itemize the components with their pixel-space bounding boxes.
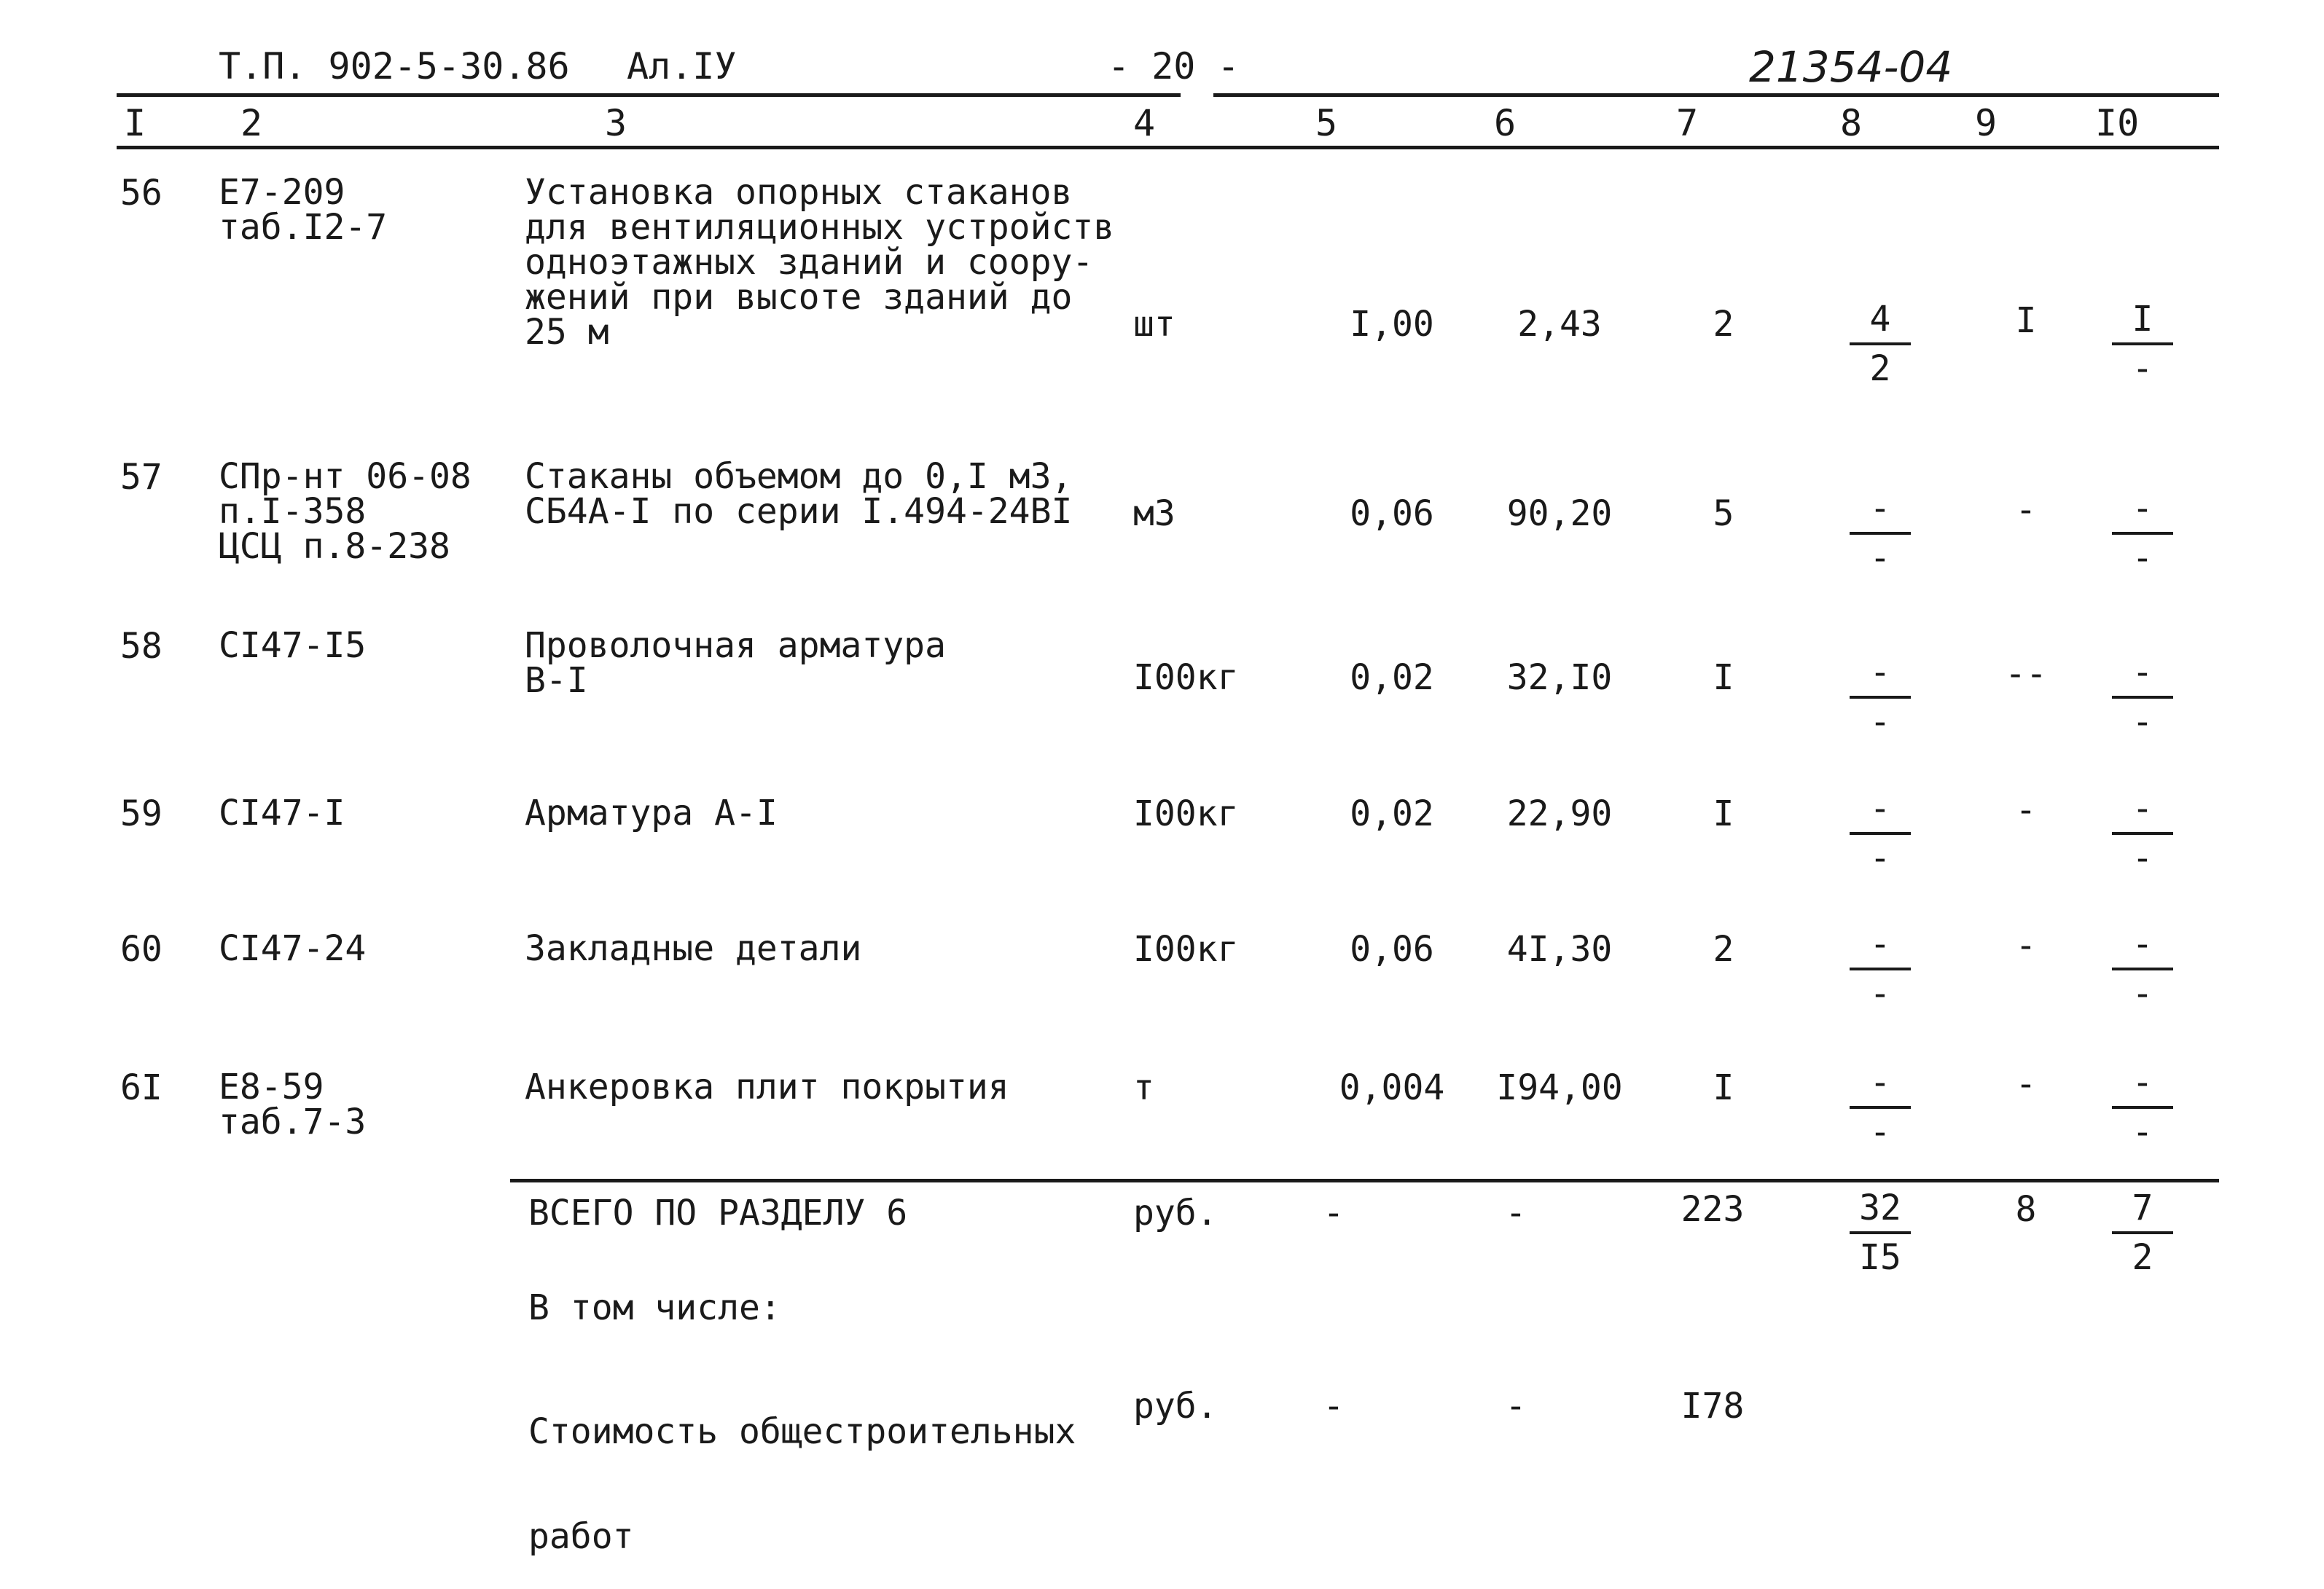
fraction-bar (2112, 832, 2173, 835)
summary-col10-top: 7 (2132, 1188, 2153, 1228)
row-col8-fraction-bottom: - (1869, 1112, 1891, 1153)
row-code (219, 793, 345, 833)
header-rule-right (1213, 93, 2219, 97)
row-col10-fraction-top: - (2132, 652, 2153, 693)
row-code-line: СI47-I (219, 793, 345, 833)
summary-col8-bottom: I5 (1859, 1237, 1901, 1278)
row-col10-fraction-bottom: - (2132, 838, 2153, 879)
row-col10-fraction-bottom: - (2132, 973, 2153, 1014)
row-col9: I (2015, 300, 2037, 341)
row-col10-fraction-top: - (2132, 788, 2153, 829)
summary-rule (510, 1179, 2219, 1182)
row-unit: I00кг (1133, 929, 1239, 970)
row-quantity: 0,06 (1350, 493, 1434, 534)
header-rule-left (117, 93, 1181, 97)
row-col8-fraction (1844, 1062, 1917, 1153)
row-unit-price: 32,I0 (1506, 657, 1613, 698)
row-quantity: 0,02 (1350, 793, 1434, 834)
row-code (219, 928, 367, 969)
column-number: 9 (1975, 102, 1998, 144)
row-col10-fraction (2106, 924, 2179, 1014)
row-col8-fraction (1844, 299, 1917, 389)
fraction-bar (1850, 1106, 1911, 1109)
row-number: 56 (120, 173, 163, 213)
row-code (219, 625, 367, 666)
summary-total: 223 (1681, 1189, 1745, 1230)
row-description-line: одноэтажных зданий и соору- (525, 242, 1094, 283)
general-qty: - (1323, 1386, 1345, 1427)
general-desc-line: работ (528, 1516, 634, 1557)
row-col8-fraction-bottom: - (1869, 838, 1891, 879)
row-col10-fraction-top: - (2132, 1062, 2153, 1103)
summary-col10-fraction (2106, 1188, 2179, 1278)
row-description (525, 456, 1073, 532)
fraction-bar (2112, 532, 2173, 535)
row-code-line: СI47-I5 (219, 625, 367, 666)
row-col8-fraction-bottom: - (1869, 538, 1891, 578)
row-description (525, 625, 946, 701)
row-description (525, 1067, 1009, 1107)
row-col8-fraction-bottom: - (1869, 702, 1891, 742)
row-description (525, 172, 1115, 353)
row-total: I (1713, 1067, 1734, 1108)
general-total: I78 (1681, 1386, 1745, 1427)
row-col10-fraction (2106, 1062, 2179, 1153)
row-col8-fraction-top: - (1869, 1062, 1891, 1103)
summary-price: - (1505, 1193, 1527, 1233)
row-unit: м3 (1133, 493, 1175, 534)
page-number: - 20 - (1108, 45, 1240, 87)
row-code-line: ЦСЦ п.8-238 (219, 526, 450, 567)
row-description-line: 25 м (525, 312, 609, 353)
general-unit: руб. (1133, 1386, 1218, 1427)
summary-unit: руб. (1133, 1193, 1218, 1233)
column-number: 3 (605, 102, 627, 144)
row-col8-fraction-top: - (1869, 488, 1891, 529)
summary-col8-fraction (1844, 1188, 1917, 1278)
row-col10-fraction-top: I (2132, 299, 2153, 340)
row-total: 2 (1713, 929, 1734, 970)
row-description-line: СБ4А-I по серии I.494-24ВI (525, 491, 1073, 532)
column-number: 2 (240, 102, 263, 144)
row-col10-fraction (2106, 788, 2179, 879)
document-number: 21354-04 (1749, 42, 1953, 92)
column-number: 4 (1133, 102, 1156, 144)
fraction-bar (1850, 342, 1911, 345)
fraction-bar (1850, 968, 1911, 970)
row-unit: т (1133, 1067, 1154, 1108)
row-number: 58 (120, 626, 163, 667)
row-unit-price: I94,00 (1496, 1067, 1623, 1108)
row-description-line: В-I (525, 660, 588, 701)
row-col10-fraction-bottom: - (2132, 348, 2153, 389)
row-quantity: 0,02 (1350, 657, 1434, 698)
fraction-bar (2112, 342, 2173, 345)
row-description-line: для вентиляционных устройств (525, 207, 1115, 248)
fraction-bar (2112, 1106, 2173, 1109)
summary-col8-top: 32 (1859, 1188, 1901, 1228)
row-col8-fraction (1844, 652, 1917, 742)
row-col10-fraction-bottom: - (2132, 538, 2153, 578)
row-code (219, 1067, 367, 1142)
fraction-bar (2112, 696, 2173, 699)
row-number: 57 (120, 457, 163, 498)
fraction-bar (2112, 1231, 2173, 1234)
row-unit: I00кг (1133, 657, 1239, 698)
row-code-line: таб.7-3 (219, 1102, 367, 1142)
column-header-rule (117, 146, 2219, 149)
row-col10-fraction (2106, 652, 2179, 742)
row-description (525, 793, 778, 833)
column-number: 5 (1315, 102, 1338, 144)
row-code-line: Е7-209 (219, 172, 345, 213)
row-unit-price: 4I,30 (1506, 929, 1613, 970)
row-code-line: п.I-358 (219, 491, 367, 532)
row-col9: -- (2005, 654, 2047, 694)
column-number: 8 (1840, 102, 1863, 144)
row-description-line: Закладные детали (525, 928, 862, 969)
row-quantity: 0,004 (1339, 1067, 1445, 1108)
row-col10-fraction-bottom: - (2132, 1112, 2153, 1153)
column-number: I (124, 102, 146, 144)
row-code (219, 456, 472, 567)
row-col8-fraction-top: - (1869, 652, 1891, 693)
summary-col9: 8 (2015, 1189, 2037, 1230)
row-unit-price: 90,20 (1506, 493, 1613, 534)
row-code-line: СПр-нт 06-08 (219, 456, 472, 497)
general-desc (528, 1344, 1076, 1589)
row-col10-fraction-bottom: - (2132, 702, 2153, 742)
row-total: I (1713, 657, 1734, 698)
row-col10-fraction-top: - (2132, 924, 2153, 965)
row-description-line: Установка опорных стаканов (525, 172, 1073, 213)
row-description-line: жений при высоте зданий до (525, 277, 1073, 318)
including-label: В том числе: (528, 1287, 781, 1328)
fraction-bar (1850, 832, 1911, 835)
row-total: 5 (1713, 493, 1734, 534)
row-description-line: Проволочная арматура (525, 625, 946, 666)
row-col9: - (2015, 925, 2037, 966)
row-unit: I00кг (1133, 793, 1239, 834)
summary-label: ВСЕГО ПО РАЗДЕЛУ 6 (528, 1193, 908, 1233)
column-number: 6 (1494, 102, 1517, 144)
row-total: 2 (1713, 304, 1734, 345)
row-number: 60 (120, 929, 163, 970)
row-code (219, 172, 388, 248)
row-col9: - (2015, 1064, 2037, 1105)
row-col10-fraction (2106, 488, 2179, 578)
sheet-label: Ал.IУ (627, 45, 737, 87)
row-number: 59 (120, 793, 163, 834)
row-col8-fraction-bottom: - (1869, 973, 1891, 1014)
row-description (525, 928, 862, 969)
row-unit-price: 2,43 (1517, 304, 1602, 345)
general-desc-line: Стоимость общестроительных (528, 1411, 1076, 1452)
row-total: I (1713, 793, 1734, 834)
fraction-bar (1850, 696, 1911, 699)
row-description-line: Стаканы объемом до 0,I м3, (525, 456, 1073, 497)
row-col8-fraction-top: - (1869, 788, 1891, 829)
row-col10-fraction-top: - (2132, 488, 2153, 529)
row-col9: - (2015, 790, 2037, 831)
row-col8-fraction (1844, 788, 1917, 879)
row-col8-fraction (1844, 924, 1917, 1014)
row-quantity: 0,06 (1350, 929, 1434, 970)
general-price: - (1505, 1386, 1527, 1427)
summary-col10-bottom: 2 (2132, 1237, 2153, 1278)
row-col8-fraction-top: - (1869, 924, 1891, 965)
row-unit: шт (1133, 304, 1175, 345)
summary-qty: - (1323, 1193, 1345, 1233)
row-col9: - (2015, 490, 2037, 530)
row-col8-fraction (1844, 488, 1917, 578)
column-number: I0 (2095, 102, 2140, 144)
row-col8-fraction-bottom: 2 (1869, 348, 1891, 389)
row-code-line: СI47-24 (219, 928, 367, 969)
row-description-line: Арматура А-I (525, 793, 778, 833)
row-unit-price: 22,90 (1506, 793, 1613, 834)
row-col10-fraction (2106, 299, 2179, 389)
row-description-line: Анкеровка плит покрытия (525, 1067, 1009, 1107)
fraction-bar (2112, 968, 2173, 970)
column-number: 7 (1676, 102, 1699, 144)
row-code-line: таб.I2-7 (219, 207, 388, 248)
row-col8-fraction-top: 4 (1869, 299, 1891, 340)
fraction-bar (1850, 1231, 1911, 1234)
doc-reference: Т.П. 902-5-30.86 (219, 45, 570, 87)
row-quantity: I,00 (1350, 304, 1434, 345)
row-number: 6I (120, 1067, 163, 1108)
fraction-bar (1850, 532, 1911, 535)
row-code-line: Е8-59 (219, 1067, 324, 1107)
